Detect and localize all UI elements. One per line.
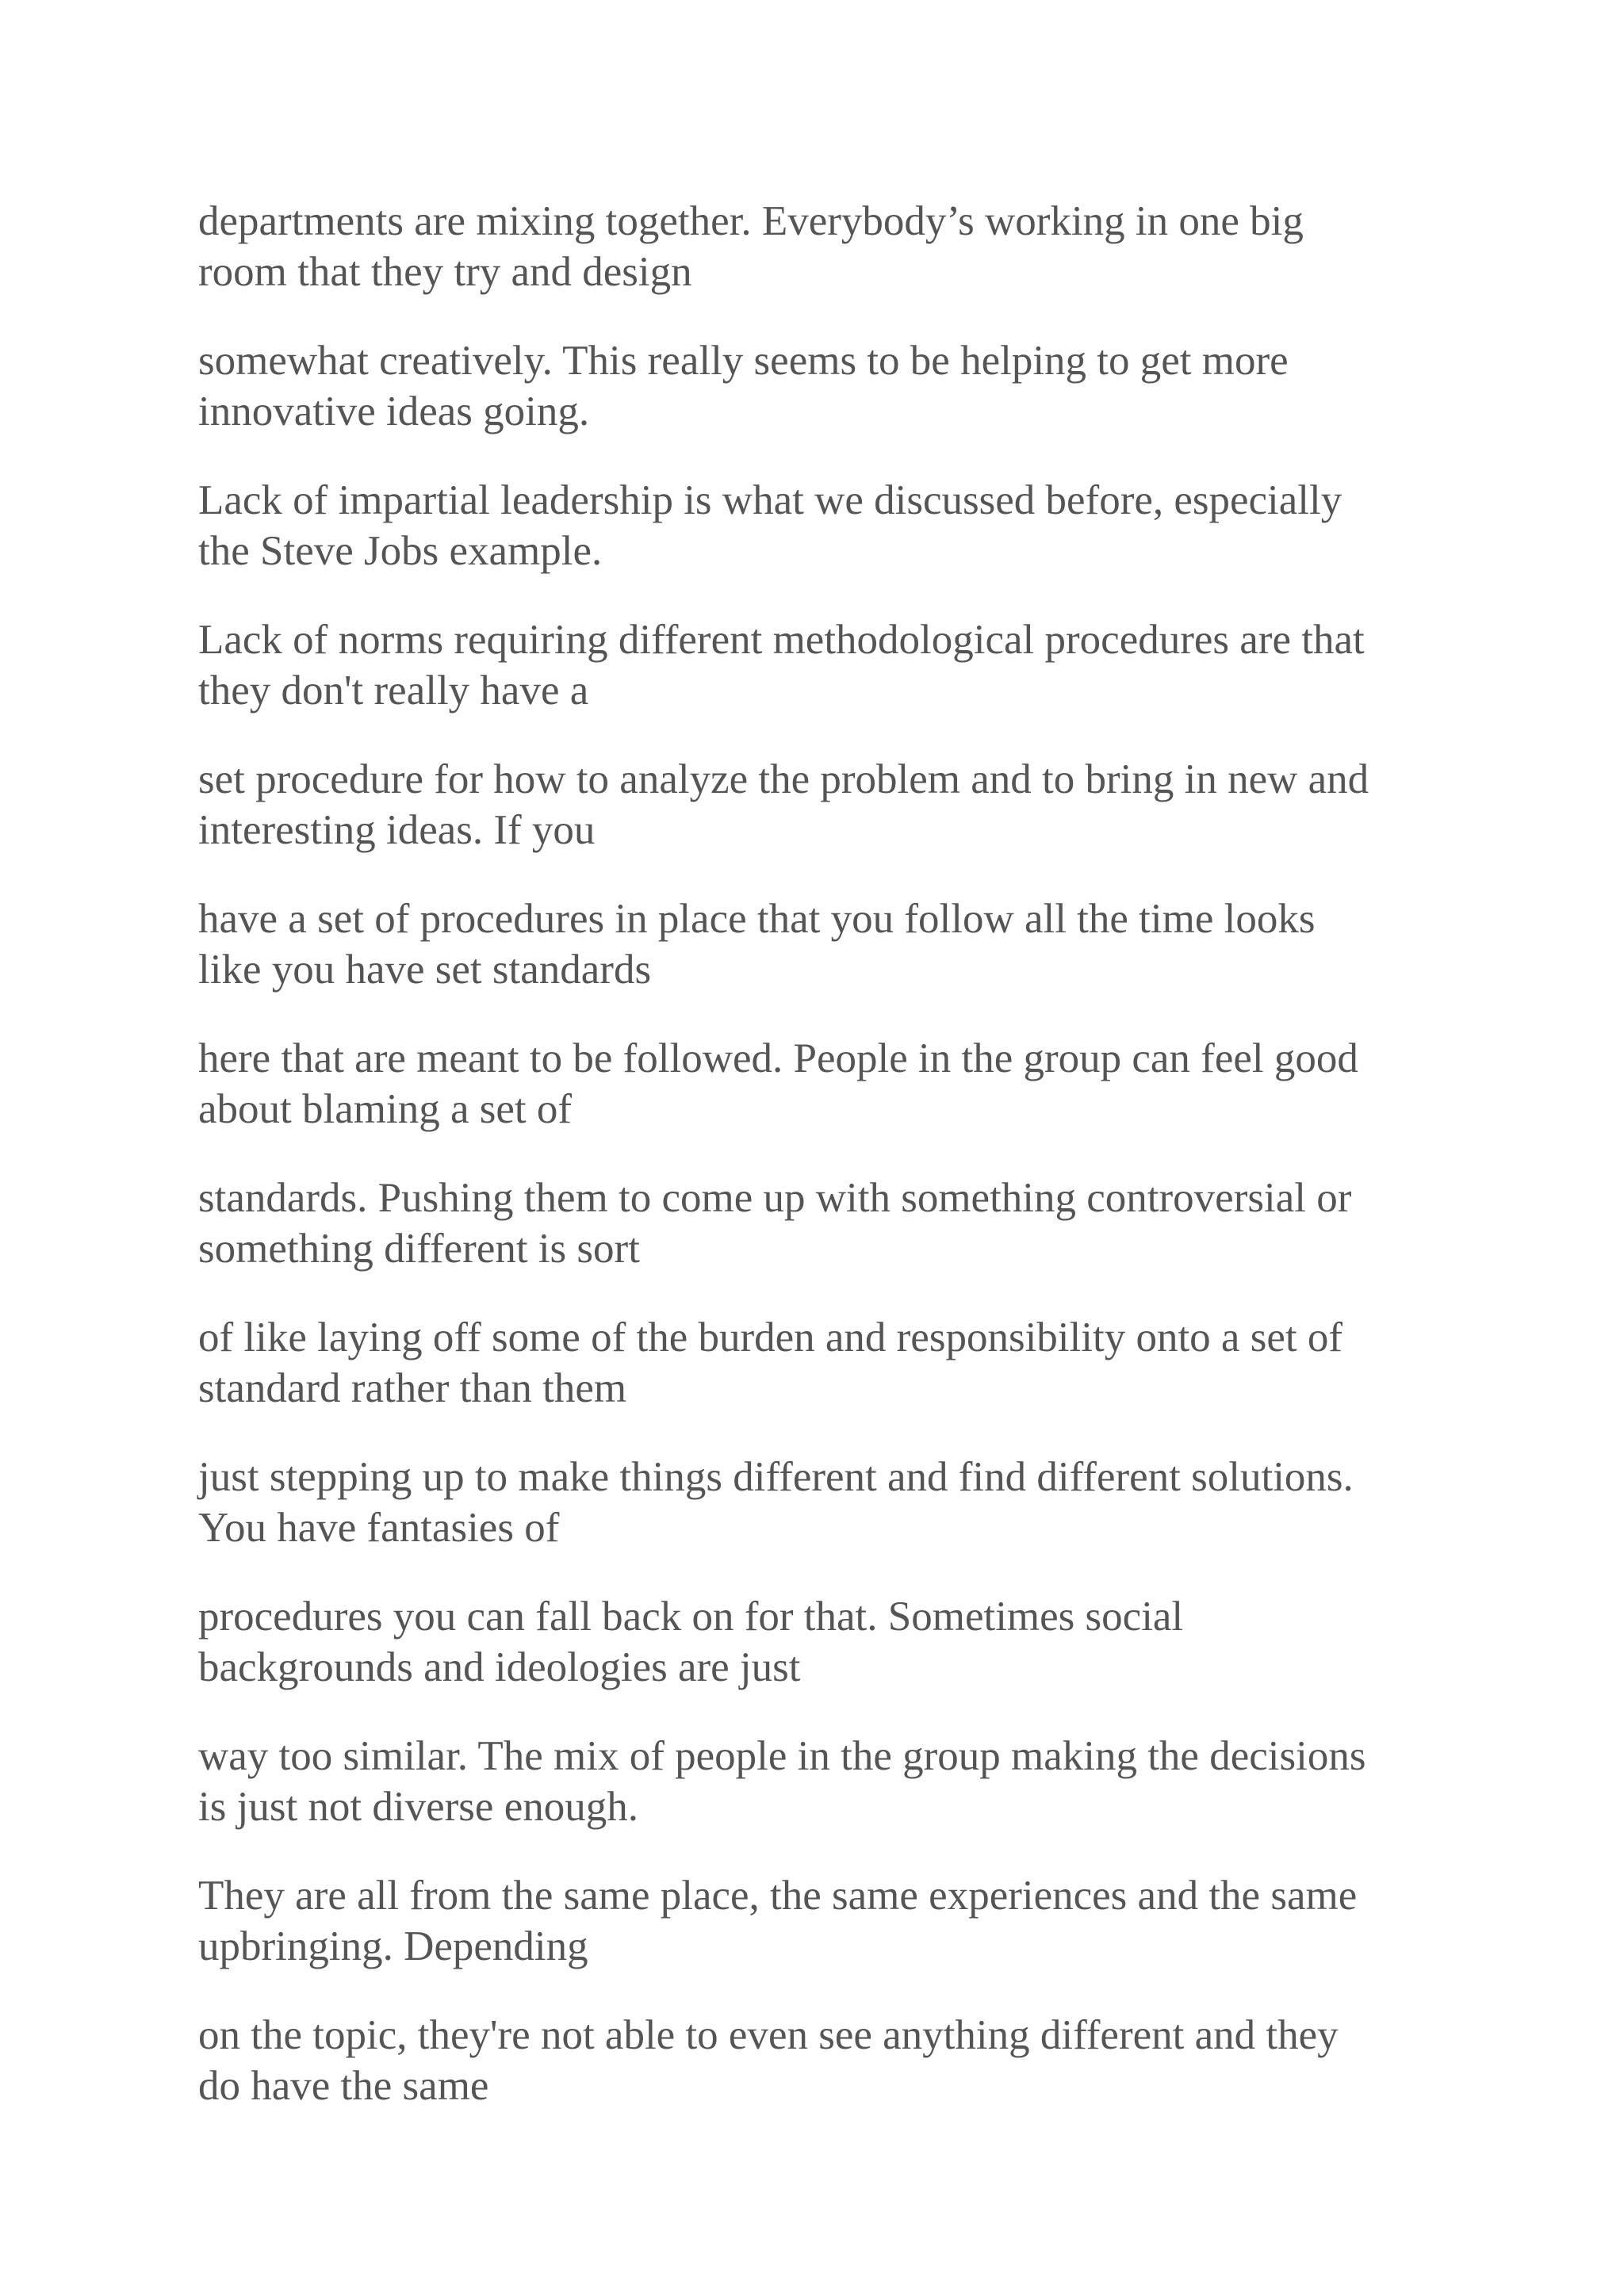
paragraph-line: upbringing. Depending: [198, 1923, 588, 1969]
paragraph-line: here that are meant to be followed. People in the group can feel good: [198, 1035, 1358, 1081]
paragraph-line: standard rather than them: [198, 1365, 627, 1411]
paragraph-line: set procedure for how to analyze the problem and to bring in new and: [198, 756, 1369, 802]
paragraph-line: departments are mixing together. Everybody’s working in one big: [198, 198, 1304, 244]
paragraph-line: innovative ideas going.: [198, 388, 590, 434]
paragraph-line: They are all from the same place, the same experiences and the same: [198, 1873, 1358, 1919]
paragraph-line: Lack of norms requiring different methodological procedures are that: [198, 617, 1365, 663]
paragraph-line: something different is sort: [198, 1226, 640, 1272]
paragraph-line: have a set of procedures in place that you follow all the time looks: [198, 896, 1316, 942]
paragraph: [198, 475, 1443, 576]
paragraph-line: about blaming a set of: [198, 1086, 572, 1132]
paragraph: [198, 1591, 1443, 1693]
paragraph: [198, 1870, 1443, 1972]
paragraph: [198, 1731, 1443, 1832]
paragraph: [198, 1452, 1443, 1553]
paragraph: [198, 335, 1443, 437]
paragraph-line: You have fantasies of: [198, 1505, 560, 1551]
paragraph-line: somewhat creatively. This really seems to be helping to get more: [198, 338, 1289, 384]
paragraph-line: is just not diverse enough.: [198, 1784, 638, 1830]
paragraph-line: standards. Pushing them to come up with something controversial or: [198, 1175, 1352, 1221]
paragraph: [198, 894, 1443, 995]
paragraph-line: of like laying off some of the burden and responsibility onto a set of: [198, 1314, 1342, 1360]
paragraph-line: way too similar. The mix of people in the group making the decisions: [198, 1733, 1366, 1779]
paragraph: [198, 754, 1443, 855]
paragraph-line: room that they try and design: [198, 249, 692, 295]
paragraph-line: on the topic, they're not able to even see anything different and they: [198, 2012, 1339, 2058]
paragraph: [198, 2010, 1443, 2111]
paragraph-line: do have the same: [198, 2063, 489, 2109]
paragraph-line: Lack of impartial leadership is what we discussed before, especially: [198, 477, 1342, 523]
paragraph-line: like you have set standards: [198, 947, 652, 993]
paragraph-line: they don't really have a: [198, 668, 589, 714]
paragraph-line: procedures you can fall back on for that. Sometimes social: [198, 1594, 1184, 1640]
paragraph-line: the Steve Jobs example.: [198, 528, 603, 574]
paragraph-line: backgrounds and ideologies are just: [198, 1644, 801, 1690]
paragraph-line: interesting ideas. If you: [198, 807, 596, 853]
paragraph-line: just stepping up to make things different and find different solutions.: [198, 1454, 1354, 1500]
paragraph: [198, 1312, 1443, 1414]
paragraph: [198, 196, 1443, 297]
paragraph: [198, 614, 1443, 716]
paragraph: [198, 1173, 1443, 1274]
paragraph: [198, 1033, 1443, 1135]
